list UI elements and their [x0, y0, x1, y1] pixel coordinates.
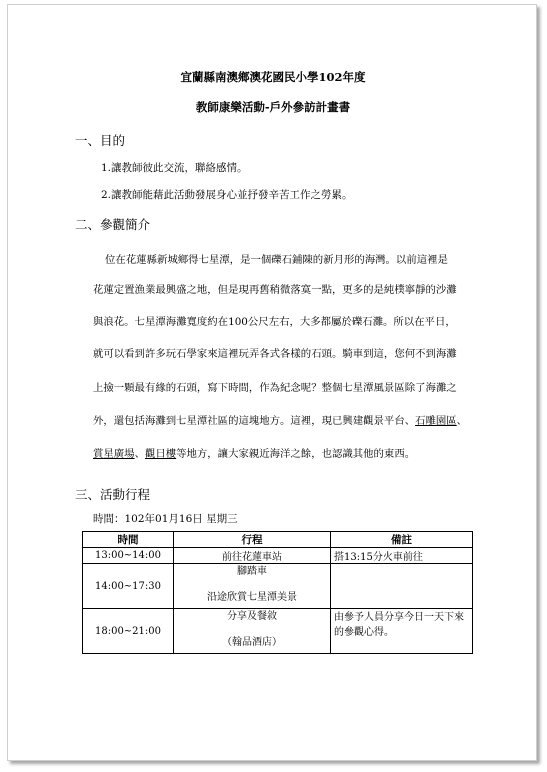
section-heading-intro: 二、參觀簡介	[75, 217, 151, 232]
table-row	[83, 564, 473, 609]
row-activity-cell	[174, 609, 331, 654]
document-subtitle: 教師康樂活動-戶外參訪計畫書	[195, 100, 351, 114]
row-activity: 分享及餐敘	[227, 611, 277, 622]
schedule-table	[82, 531, 473, 654]
intro-line-6-end: 、	[456, 415, 468, 427]
document-title: 宜蘭縣南澳鄉澳花國民小學102年度	[180, 70, 366, 84]
intro-line-3: 與浪花。七星潭海灘寬度約在100公尺左右，大多都屬於礫石灘。所以在平日，	[93, 316, 456, 328]
row-note: 搭13:15分火車前往	[331, 548, 473, 564]
row-time: 14:00~17:30	[83, 564, 174, 609]
intro-line-7-rest: 等地方，讓大家親近海洋之餘，也認識其他的東西。	[176, 448, 416, 460]
intro-line-7-sep: 、	[134, 448, 145, 460]
intro-line-6	[93, 412, 467, 427]
header-activity: 行程	[174, 532, 331, 548]
row-activity-detail: 沿途欣賞七星潭美景	[207, 592, 297, 603]
row-time: 13:00~14:00	[83, 548, 174, 564]
purpose-item-1: 1.讓教師彼此交流，聯絡感情。	[101, 162, 248, 174]
schedule-header-row	[83, 532, 473, 548]
intro-line-1: 位在花蓮縣新城鄉得七星潭，是一個礫石鋪陳的新月形的海灣。以前這裡是	[105, 254, 448, 266]
table-row	[83, 548, 473, 564]
row-note: 由參予人員分享今日一天下來的參觀心得。	[331, 609, 473, 654]
header-note: 備註	[331, 532, 473, 548]
table-row	[83, 609, 473, 654]
intro-line-2: 花蓮定置漁業最興盛之地，但是現再舊稍微落寞一點，更多的是純樸寧靜的沙灘	[93, 284, 457, 296]
header-time: 時間	[83, 532, 174, 548]
intro-line-6-text: 外，還包括海灘到七星潭社區的這塊地方。這裡，現已興建觀景平台、	[93, 415, 416, 427]
link-star-square[interactable]: 賞星廣場	[93, 448, 135, 460]
section-heading-purpose: 一、目的	[75, 133, 126, 148]
section-heading-schedule: 三、活動行程	[75, 487, 151, 502]
row-time: 18:00~21:00	[83, 609, 174, 654]
row-activity-detail: （翰品酒店）	[222, 637, 282, 648]
link-sunrise-tower[interactable]: 觀日樓	[144, 448, 177, 460]
intro-line-7	[93, 445, 415, 460]
intro-line-5: 上撿一顆最有緣的石頭，寫下時間，作為紀念呢？整個七星潭風景區除了海灘之	[93, 382, 457, 394]
row-activity-cell	[174, 564, 331, 609]
row-note	[331, 564, 473, 609]
document-page	[7, 4, 537, 761]
schedule-date: 時間：102年01月16日 星期三	[93, 513, 238, 525]
purpose-item-2: 2.讓教師能藉此活動發展身心並抒發辛苦工作之勞累。	[101, 189, 353, 201]
link-stone-carving-park[interactable]: 石雕園區	[415, 415, 457, 427]
row-activity: 前往花蓮車站	[174, 548, 331, 564]
row-activity: 腳踏車	[237, 566, 267, 577]
intro-line-4: 就可以看到許多玩石學家來這裡玩弄各式各樣的石頭。騎車到這，您何不到海灘	[93, 348, 457, 360]
